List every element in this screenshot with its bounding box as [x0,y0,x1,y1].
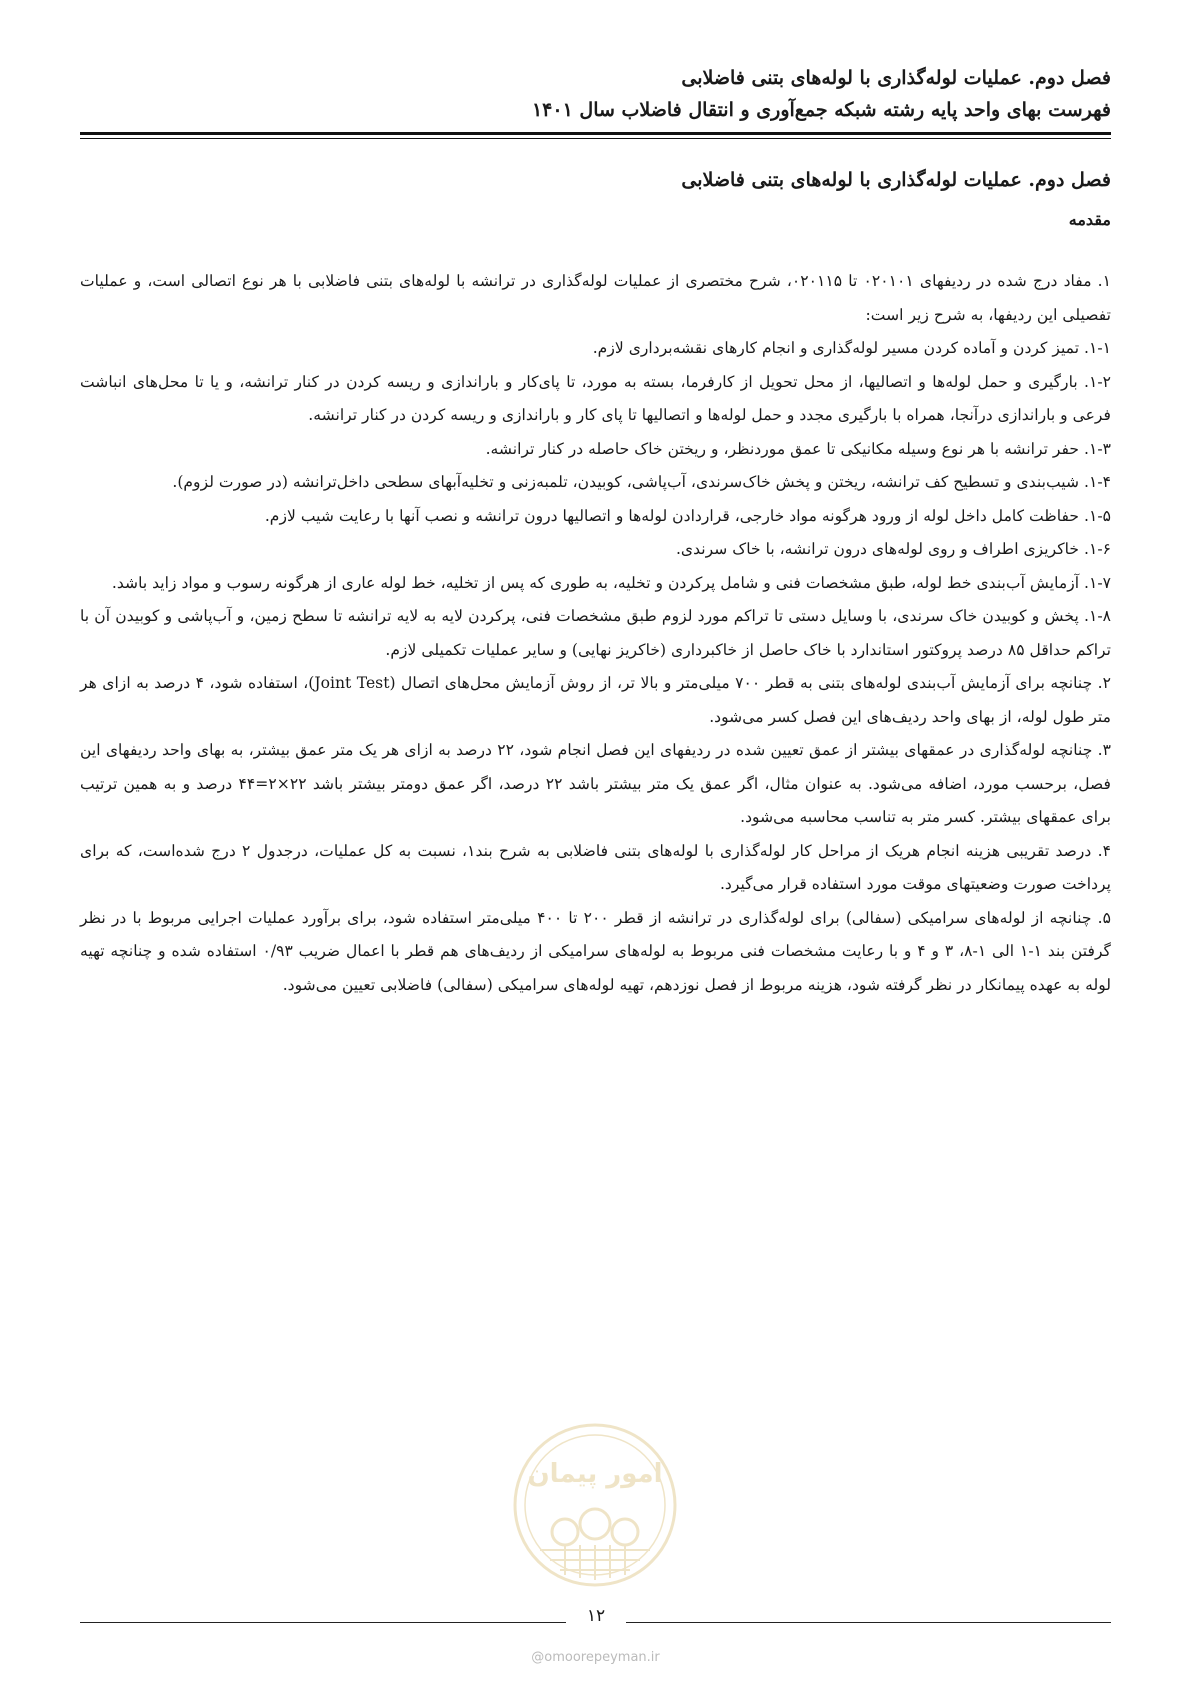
header-document-title: فهرست بهای واحد پایه رشته شبکه جمع‌آوری و انتقال فاضلاب سال ۱۴۰۱ [531,99,1111,121]
header-divider-thin [80,138,1111,139]
paragraph-1-5: ۱-۵. حفاظت کامل داخل لوله از ورود هرگونه مواد خارجی، قراردادن لوله‌ها و اتصالیها درون ترانشه و نصب آنها با رعایت شیب لازم. [264,506,1111,525]
paragraph-1-8: ۱-۸. پخش و کوبیدن خاک سرندی، با وسایل دستی تا تراکم مورد لزوم طبق مشخصات فنی، پرکردن لایه به لایه ترانشه تا سطح زمین، و آب‌پاشی و کوبیدن آن با تراکم حداقل ۸۵ درصد پروکتور استاندارد با خاک حاصل از خاکبرداری (خاکریز نهایی) و سایر عملیات تکمیلی لازم. [80,607,1111,659]
header-chapter-title: فصل دوم. عملیات لوله‌گذاری با لوله‌های بتنی فاضلابی [681,67,1111,89]
footer-divider-left [80,1622,566,1623]
paragraph-4: ۴. درصد تقریبی هزینه انجام هریک از مراحل کار لوله‌گذاری با لوله‌های بتنی فاضلابی به شرح بند۱، نسبت به کل عملیات، درجدول ۲ درج شده‌است، که برای پرداخت صورت وضعیتهای موقت مورد استفاده قرار می‌گیرد. [80,841,1111,893]
paragraph-1-4: ۱-۴. شیب‌بندی و تسطیح کف ترانشه، ریختن و پخش خاک‌سرندی، آب‌پاشی، کوبیدن، تلمبه‌زنی و تخلیه‌آبهای سطحی داخل‌ترانشه (در صورت لزوم). [172,473,1111,491]
paragraph-2: ۲. چنانچه برای آزمایش آب‌بندی لوله‌های بتنی به قطر ۷۰۰ میلی‌متر و بالا تر، از روش آزمایش محل‌های اتصال (Joint Test)، استفاده شود، ۴ درصد به ازای هر متر طول لوله، از بهای واحد ردیف‌های این فصل کسر می‌شود. [80,674,1112,726]
page-number: ۱۲ [586,1606,606,1626]
watermark-text: امور پیمان [527,1459,663,1489]
header-divider-thick [80,132,1111,135]
paragraph-1: ۱. مفاد درج شده در ردیفهای ۰۲۰۱۰۱ تا ۰۲۰۱۱۵، شرح مختصری از عملیات لوله‌گذاری در ترانشه با لوله‌های بتنی فاضلابی با هر نوع اتصالی است، و عملیات تفصیلی این ردیفها، به شرح زیر است: [80,272,1111,324]
page-header [80,62,1111,126]
paragraph-5: ۵. چنانچه از لوله‌های سرامیکی (سفالی) برای لوله‌گذاری در ترانشه از قطر ۲۰۰ تا ۴۰۰ میلی‌متر استفاده شود، برای برآورد عملیات اجرایی مربوط با در نظر گرفتن بند ۱-۱ الی ۱-۸، ۳ و ۴ و با رعایت مشخصات فنی مربوط به لوله‌های سرامیکی از ردیف‌های هم قطر با اعمال ضریب ۰/۹۳ استفاده شده و چنانچه تهیه لوله به عهده پیمانکار در نظر گرفته شود، هزینه مربوط از فصل نوزدهم، تهیه لوله‌های سرامیکی (سفالی) فاضلابی تعیین می‌شود. [80,908,1111,994]
body-content [80,265,1111,1002]
paragraph-1-2: ۱-۲. بارگیری و حمل لوله‌ها و اتصالیها، از محل تحویل از کارفرما، بسته به مورد، تا پای‌کار و باراندازی و ریسه کردن در کنار ترانشه، و یا تا محل‌های انباشت فرعی و باراندازی درآنجا، همراه با بارگیری مجدد و حمل لوله‌ها و اتصالیها تا پای کار و باراندازی و ریسه کردن در کنار ترانشه. [80,372,1111,424]
footer-divider-right [626,1622,1111,1623]
section-subtitle: مقدمه [1068,210,1111,229]
paragraph-1-7: ۱-۷. آزمایش آب‌بندی خط لوله، طبق مشخصات فنی و شامل پرکردن و تخلیه، به طوری که پس از تخلیه، خط لوله عاری از هرگونه رسوب و مواد زاید باشد. [111,573,1111,592]
paragraph-1-1: ۱-۱. تمیز کردن و آماده کردن مسیر لوله‌گذاری و انجام کارهای نقشه‌برداری لازم. [592,339,1111,357]
omoorepeyman-logo-icon [510,1420,680,1590]
paragraph-1-3: ۱-۳. حفر ترانشه با هر نوع وسیله مکانیکی تا عمق موردنظر، و ریختن خاک حاصله در کنار ترانشه. [485,439,1111,458]
section-title: فصل دوم. عملیات لوله‌گذاری با لوله‌های بتنی فاضلابی [681,169,1111,191]
footer-website[interactable]: @omoorepeyman.ir [531,1650,660,1665]
paragraph-3: ۳. چنانچه لوله‌گذاری در عمقهای بیشتر از عمق تعیین شده در ردیفهای این فصل انجام شود، ۲۲ درصد به ازای هر یک متر عمق بیشتر، به بهای واحد ردیفهای این فصل، برحسب مورد، اضافه می‌شود. به عنوان مثال، اگر عمق یک متر بیشتر باشد ۲۲ درصد، اگر عمق دومتر بیشتر باشد ۲۲×۲=۴۴ درصد و به همین ترتیب برای عمقهای بیشتر. کسر متر به تناسب محاسبه می‌شود. [80,741,1111,826]
paragraph-1-6: ۱-۶. خاکریزی اطراف و روی لوله‌های درون ترانشه، با خاک سرندی. [675,540,1111,558]
